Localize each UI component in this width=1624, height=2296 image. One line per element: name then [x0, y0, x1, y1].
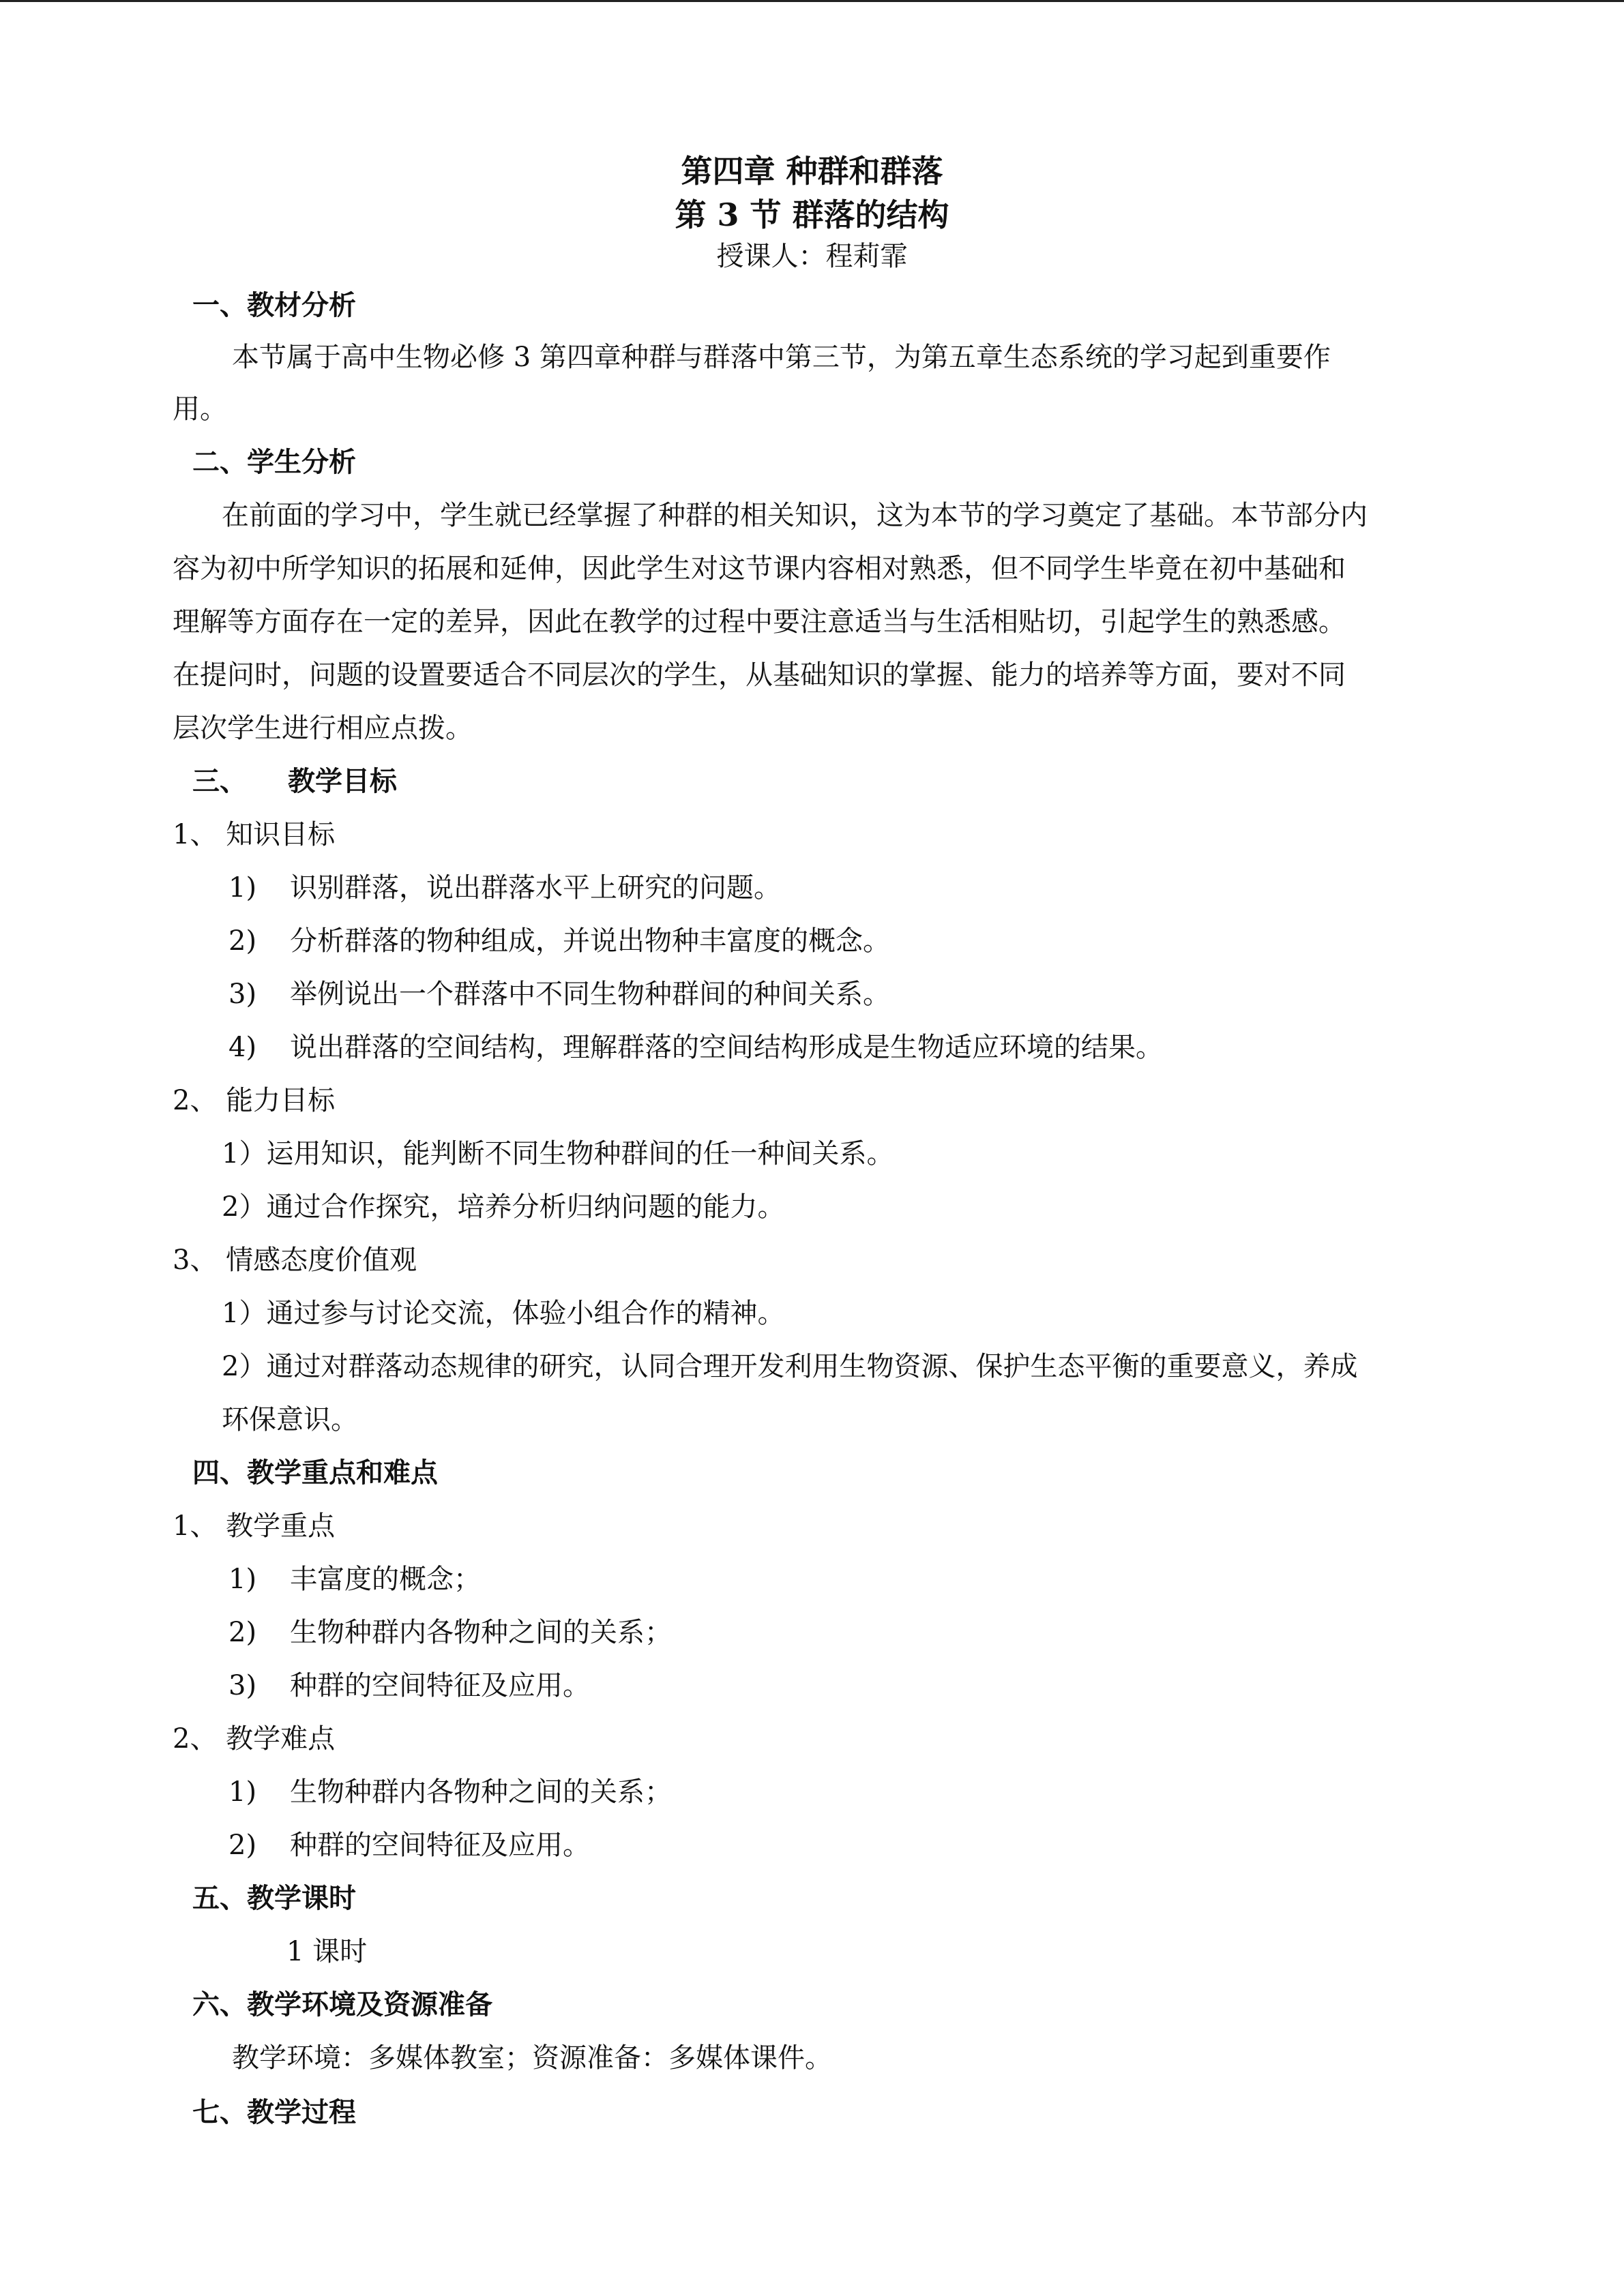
paragraph-line: 容为初中所学知识的拓展和延伸，因此学生对这节课内容相对熟悉，但不同学生毕竟在初中基础和 [173, 553, 1346, 584]
heading-textbook-analysis: 一、教材分析 [192, 289, 356, 321]
list-item: 1）通过参与讨论交流，体验小组合作的精神。 [222, 1298, 785, 1329]
item-text: 举例说出一个群落中不同生物种群间的种间关系。 [290, 979, 890, 1010]
top-border-line [0, 0, 1624, 2]
subheading-difficulty: 2、 教学难点 [173, 1723, 336, 1755]
list-item [228, 1774, 672, 1810]
list-item [228, 1562, 481, 1597]
heading-text: 教学目标 [288, 765, 397, 797]
item-number: 2) [228, 1617, 257, 1648]
item-number: 4) [228, 1032, 257, 1063]
item-text: 种群的空间特征及应用。 [290, 1670, 590, 1701]
heading-class-hours: 五、教学课时 [192, 1882, 356, 1914]
list-item [228, 1668, 590, 1703]
item-text: 生物种群内各物种之间的关系； [290, 1617, 672, 1648]
list-item [228, 1030, 1163, 1065]
list-item: 2）通过对群落动态规律的研究，认同合理开发利用生物资源、保护生态平衡的重要意义，养成 [222, 1351, 1358, 1382]
section-title: 第 3 节 群落的结构 [675, 196, 949, 233]
item-text: 分析群落的物种组成，并说出物种丰富度的概念。 [290, 925, 890, 957]
paragraph-line: 在提问时，问题的设置要适合不同层次的学生，从基础知识的掌握、能力的培养等方面，要对不同 [173, 659, 1346, 691]
author-line: 授课人：程莉霏 [716, 241, 908, 272]
item-number: 1) [228, 872, 257, 904]
subheading-key: 1、 教学重点 [173, 1510, 336, 1542]
item-number: 3) [228, 979, 257, 1010]
list-item: 1）运用知识，能判断不同生物种群间的任一种间关系。 [222, 1138, 894, 1169]
heading-teaching-process: 七、教学过程 [192, 2096, 356, 2128]
subheading-ability: 2、 能力目标 [173, 1085, 336, 1116]
paragraph-line: 层次学生进行相应点拨。 [173, 713, 473, 744]
subheading-attitude: 3、 情感态度价值观 [173, 1244, 417, 1276]
heading-student-analysis: 二、学生分析 [192, 446, 356, 478]
subheading-knowledge: 1、 知识目标 [173, 819, 336, 850]
item-number: 1) [228, 1564, 257, 1595]
list-item [228, 1828, 590, 1863]
item-text: 丰富度的概念； [290, 1564, 481, 1595]
class-hours-value: 1 课时 [286, 1936, 368, 1967]
heading-environment: 六、教学环境及资源准备 [192, 1988, 492, 2021]
list-item-continuation: 环保意识。 [222, 1404, 358, 1435]
list-item [228, 1615, 672, 1650]
list-item: 2）通过合作探究，培养分析归纳问题的能力。 [222, 1191, 785, 1223]
heading-key-points: 四、教学重点和难点 [192, 1457, 438, 1489]
heading-number: 三、 [192, 765, 247, 797]
list-item [228, 976, 890, 1012]
chapter-title: 第四章 种群和群落 [681, 153, 943, 190]
paragraph-line: 本节属于高中生物必修 3 第四章种群与群落中第三节，为第五章生态系统的学习起到重要作 [232, 342, 1331, 373]
paragraph-line: 理解等方面存在一定的差异，因此在教学的过程中要注意适当与生活相贴切，引起学生的熟悉感。 [173, 606, 1346, 638]
environment-text: 教学环境：多媒体教室；资源准备：多媒体课件。 [232, 2042, 832, 2074]
heading-teaching-goals [192, 764, 397, 799]
item-number: 3) [228, 1670, 257, 1701]
item-text: 种群的空间特征及应用。 [290, 1830, 590, 1861]
item-number: 1) [228, 1776, 257, 1808]
paragraph-line: 在前面的学习中，学生就已经掌握了种群的相关知识，这为本节的学习奠定了基础。本节部分内 [222, 500, 1368, 531]
item-text: 说出群落的空间结构，理解群落的空间结构形成是生物适应环境的结果。 [290, 1032, 1163, 1063]
item-number: 2) [228, 1830, 257, 1861]
paragraph-line: 用。 [173, 393, 227, 425]
list-item [228, 923, 890, 959]
item-text: 生物种群内各物种之间的关系； [290, 1776, 672, 1808]
item-text: 识别群落，说出群落水平上研究的问题。 [290, 872, 781, 904]
item-number: 2) [228, 925, 257, 957]
list-item [228, 870, 781, 906]
